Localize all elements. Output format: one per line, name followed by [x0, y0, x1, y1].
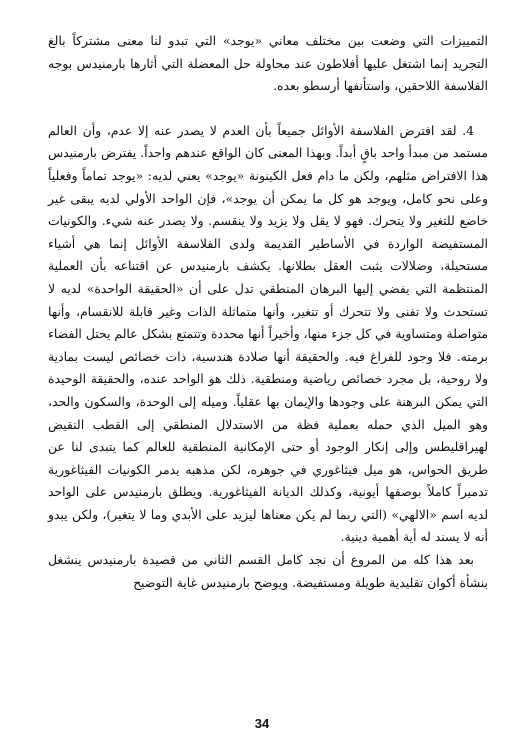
paragraph-intro: التمييزات التي وضعت بين مختلف معاني «يوجد» التي تبدو لنا معنى مشتركاً بالغ التجريد إنما اشتغل عليها أفلاطون عند محاولة حل المعضلة التي أثارها بارمنيدس بوجه الفلاسفة اللاحقين، واستأنفها أرسطو بعده.	[48, 33, 488, 94]
page-number: 34	[254, 716, 270, 731]
paragraph-continuation: بعد هذا كله من المروع أن نجد كامل القسم الثاني من قصيدة بارمنيدس ينشغل بنشأة أكوان تقليدية طويلة ومستفيضة. ويوضح بارمنيدس غاية التوضيح	[48, 552, 488, 590]
paragraph-section-4: 4. لقد افترض الفلاسفة الأوائل جميعاً بأن العدم لا يصدر عنه إلا عدم، وأن العالم مستمد من مبدأ واحد باقٍ أبداً. وبهذا المعنى كان الواقع عندهم واحداً. يفترض بارمنيدس هذا الافتراض مثلهم، ولكن ما دام فعل الكينونة «يوجد» يعني لديه: «يوجد تماماً وفعلياً وعلى نحو كامل، ويوجد هو كل ما يمكن أن يوجد»، فإن الواحد الأولي لديه يبقى غير خاضع للتغير ولا يتحرك. فهو لا يقل ولا يزيد ولا ينقسم. ولا يصدر عنه شيء. والكونيات المستفيضة الواردة في الأساطير القديمة ولدى الفلاسفة الأوائل إنما هي أشياء مستحيلة، وضلالات يثبت العقل بطلانها. يكشف بارمنيدس عن اقتناعه بأن العملية المنتظمة التي يفضي إليها البرهان المنطقي تدل على أن «الحقيقة الواحدة» لديه لا تستحدث ولا تفنى ولا تتحرك أو تتغير، وأنها متماثلة الذات وغير قابلة للانقسام، وأنها متواصلة ومتساوية في كل جزء منها، وأخيراً أنها محددة وتتمتع بشكل عالم يحتل الفضاء برمته. فلا وجود للفراغ فيه. والحقيقة أنها صلادة هندسية، ذات خصائص ليست بمادية ولا روحية، بل مجرد خصائص رياضية ومنطقية. ذلك هو الواحد عنده، والحقيقة الوحيدة التي يمكن البرهنة على وجودها والإيمان بها عقلياً. وميله إلى الوحدة، والسكون والحد، وهو الميل الذي حمله بعملية فظة من الاستدلال المنطقي إلى القطب النقيض لهيراقليطس وإلى إنكار الوجود أو حتى الإمكانية المنطقية للعالم كما يتبدى لنا عن طريق الحواس، هو ميل فيثاغوري في جوهره، لكن مذهبه يدمر الكونيات الفيثاغورية تدميراً كاملاً بوصفها أيونية، وكذلك الديانة الفيثاغورية. ويطلق بارمنيدس على الواحد لديه اسم «الالهي» (التي ربما لم يكن معناها ليزيد على الأبدي وما لا يتغير)، ولكن يبدو أنه لا يسند له أية أهمية دينية.	[48, 122, 488, 545]
page-text-block	[48, 30, 488, 594]
